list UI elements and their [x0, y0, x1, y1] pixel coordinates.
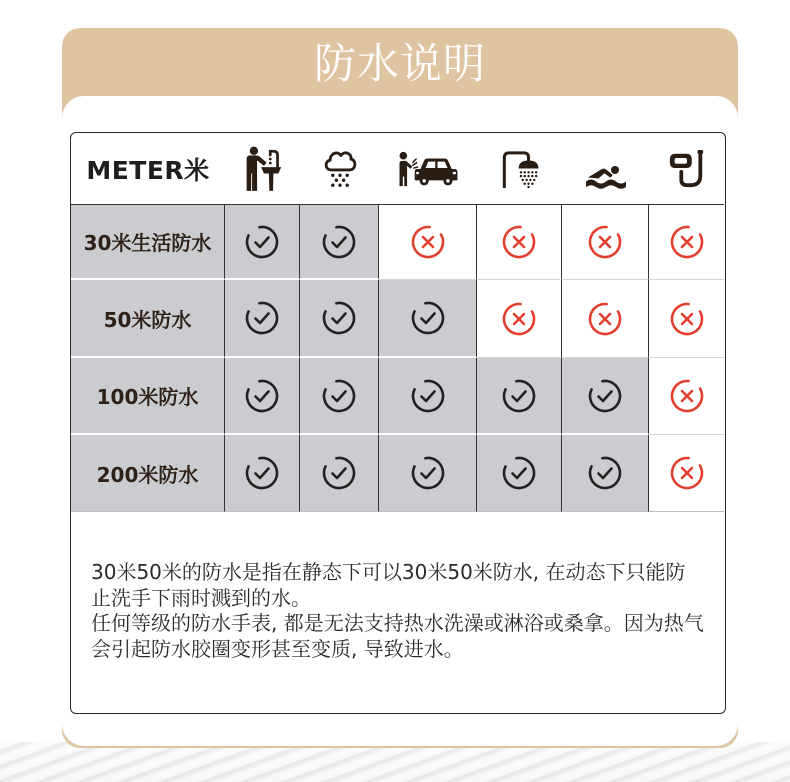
rain-icon: [322, 148, 358, 190]
unsupported-cell: [649, 205, 724, 280]
supported-cell: [300, 280, 379, 358]
cross-circle-icon: [501, 301, 537, 337]
supported-cell: [562, 358, 649, 435]
cross-circle-icon: [501, 224, 537, 260]
supported-cell: [477, 435, 562, 512]
unsupported-cell: [649, 435, 724, 512]
unsupported-cell: [649, 280, 724, 358]
check-circle-icon: [410, 300, 446, 336]
row-label: 50米防水: [71, 280, 225, 358]
supported-cell: [225, 358, 300, 435]
car-washing-icon: [397, 150, 459, 188]
check-circle-icon: [587, 378, 623, 414]
waterproof-card: [62, 28, 738, 748]
unsupported-cell: [562, 280, 649, 358]
check-circle-icon: [244, 300, 280, 336]
supported-cell: [379, 358, 477, 435]
check-circle-icon: [244, 378, 280, 414]
check-circle-icon: [501, 378, 537, 414]
check-circle-icon: [321, 224, 357, 260]
check-circle-icon: [501, 455, 537, 491]
content-panel: [62, 96, 738, 746]
shower-icon: [500, 150, 540, 188]
cross-circle-icon: [669, 301, 705, 337]
row-label: 200米防水: [71, 435, 225, 512]
row-label: 30米生活防水: [71, 205, 225, 280]
supported-cell: [300, 435, 379, 512]
waterproof-rating-table: [70, 132, 726, 714]
cross-circle-icon: [587, 224, 623, 260]
unsupported-cell: [562, 205, 649, 280]
page-title: 防水说明: [313, 39, 486, 88]
swimming-icon: [584, 162, 628, 190]
supported-cell: [562, 435, 649, 512]
check-circle-icon: [587, 455, 623, 491]
rating-grid: [71, 133, 725, 512]
column-header-hand-washing: [225, 133, 300, 205]
note-line: 会引起防水胶圈变形甚至变质, 导致进水。: [91, 636, 464, 661]
cross-circle-icon: [410, 224, 446, 260]
check-circle-icon: [321, 378, 357, 414]
note-line: 30米50米的防水是指在静态下可以30米50米防水, 在动态下只能防: [91, 560, 686, 584]
check-circle-icon: [410, 378, 446, 414]
unsupported-cell: [649, 358, 724, 435]
unsupported-cell: [379, 205, 477, 280]
column-header-snorkel: [649, 133, 724, 205]
cross-circle-icon: [669, 224, 705, 260]
check-circle-icon: [321, 300, 357, 336]
column-header-swimming: [562, 133, 649, 205]
cross-circle-icon: [669, 455, 705, 491]
column-header-rain: [300, 133, 379, 205]
supported-cell: [300, 205, 379, 280]
cross-circle-icon: [669, 378, 705, 414]
brand-header: METER米: [71, 133, 225, 205]
check-circle-icon: [244, 224, 280, 260]
waterproof-notes: [71, 512, 724, 712]
column-header-shower: [477, 133, 562, 205]
cross-circle-icon: [587, 301, 623, 337]
column-header-car-washing: [379, 133, 477, 205]
row-label: 100米防水: [71, 358, 225, 435]
check-circle-icon: [410, 455, 446, 491]
note-line: 止洗手下雨时溅到的水。: [91, 585, 311, 610]
supported-cell: [379, 435, 477, 512]
supported-cell: [225, 435, 300, 512]
check-circle-icon: [244, 455, 280, 491]
hand-washing-icon: [243, 145, 283, 193]
supported-cell: [379, 280, 477, 358]
note-line: 任何等级的防水手表, 都是无法支持热水洗澡或淋浴或桑拿。因为热气: [91, 611, 704, 635]
supported-cell: [225, 280, 300, 358]
supported-cell: [477, 358, 562, 435]
unsupported-cell: [477, 205, 562, 280]
check-circle-icon: [321, 455, 357, 491]
marble-background: [0, 742, 790, 782]
supported-cell: [300, 358, 379, 435]
unsupported-cell: [477, 280, 562, 358]
snorkel-icon: [666, 149, 708, 189]
supported-cell: [225, 205, 300, 280]
